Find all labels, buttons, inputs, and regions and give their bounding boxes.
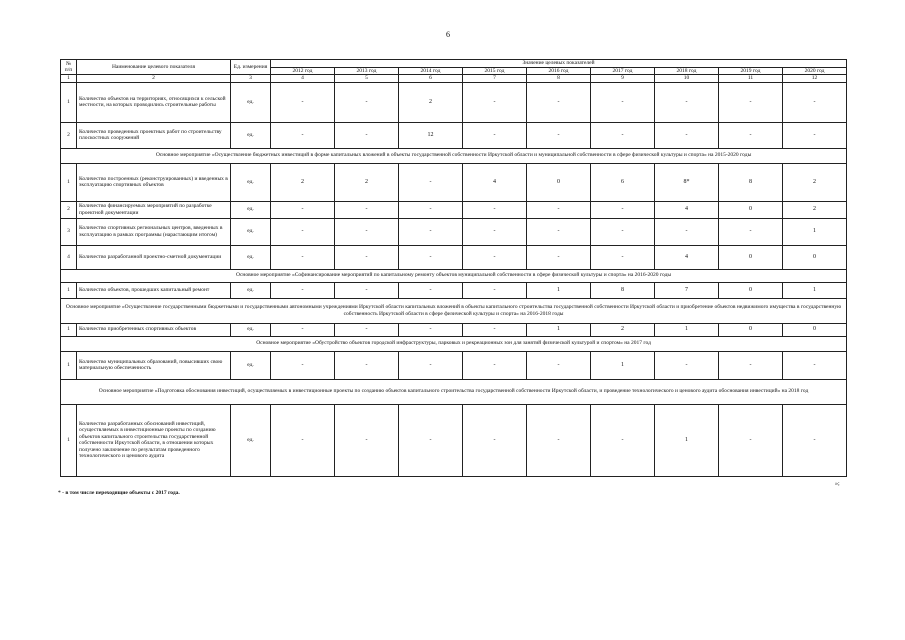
- indicator-value: 12: [399, 122, 463, 148]
- table-row: [61, 201, 847, 218]
- indicator-value: 1: [527, 282, 591, 298]
- indicator-value: 2: [783, 163, 847, 201]
- indicator-value: -: [335, 351, 399, 379]
- indicator-value: -: [783, 351, 847, 379]
- indicator-value: -: [463, 201, 527, 218]
- indicator-value: -: [527, 201, 591, 218]
- section-title: Основное мероприятие «Софинансирование мероприятий по капитальному ремонту объектов муниципальной собственности в сфере физической культуры и спорта» на 2016-2020 годы: [61, 269, 847, 282]
- section-row: [61, 148, 847, 163]
- table-row: [61, 404, 847, 476]
- header-column-number: 3: [231, 75, 271, 83]
- indicator-value: -: [399, 201, 463, 218]
- indicator-value: -: [591, 218, 655, 245]
- header-year: 2018 год: [655, 67, 719, 75]
- indicator-value: -: [399, 323, 463, 336]
- indicator-value: -: [271, 323, 335, 336]
- indicator-value: -: [399, 218, 463, 245]
- indicator-value: -: [271, 404, 335, 476]
- indicator-unit: ед.: [231, 82, 271, 122]
- indicator-value: -: [399, 282, 463, 298]
- indicator-value: -: [335, 201, 399, 218]
- indicator-value: 1: [655, 404, 719, 476]
- table-row: [61, 218, 847, 245]
- header-unit: Ед. измерения: [231, 60, 271, 75]
- indicator-value: -: [591, 245, 655, 269]
- indicator-unit: ед.: [231, 282, 271, 298]
- header-values-group: Значение целевых показателей: [271, 60, 847, 68]
- indicator-unit: ед.: [231, 404, 271, 476]
- header-name: Наименование целевого показателя: [77, 60, 231, 75]
- indicator-value: -: [719, 122, 783, 148]
- table-row: [61, 163, 847, 201]
- indicator-value: -: [271, 122, 335, 148]
- trailing-mark: »;: [835, 481, 840, 487]
- row-number: 1: [61, 323, 77, 336]
- indicator-value: -: [463, 404, 527, 476]
- header-year: 2015 год: [463, 67, 527, 75]
- row-number: 1: [61, 404, 77, 476]
- indicator-value: 2: [335, 163, 399, 201]
- header-year: 2013 год: [335, 67, 399, 75]
- indicator-value: -: [399, 245, 463, 269]
- indicator-value: 1: [591, 351, 655, 379]
- header-year: 2014 год: [399, 67, 463, 75]
- section-title: Основное мероприятие «Обустройство объектов городской инфраструктуры, парковых и рекреационных зон для занятий физической культурой и спортом» на 2017 год: [61, 336, 847, 351]
- indicator-name: Количество объектов, прошедших капитальный ремонт: [77, 282, 231, 298]
- indicator-value: -: [591, 122, 655, 148]
- indicator-name: Количество построенных (реконструированных) и введенных в эксплуатацию спортивных объектов: [77, 163, 231, 201]
- header-column-number: 6: [399, 75, 463, 83]
- header-year: 2019 год: [719, 67, 783, 75]
- indicator-value: -: [335, 282, 399, 298]
- header-column-number: 2: [77, 75, 231, 83]
- indicator-value: -: [463, 82, 527, 122]
- indicator-unit: ед.: [231, 122, 271, 148]
- header-column-number: 11: [719, 75, 783, 83]
- section-title: Основное мероприятие «Подготовка обоснования инвестиций, осуществляемых в инвестиционные проекты по созданию объектов капитального строительства государственной собственности Иркутской области, и проведение технологического и ценового аудита обоснования инвестиций» на 2018 год: [61, 379, 847, 404]
- indicator-value: 4: [655, 201, 719, 218]
- indicator-value: 1: [783, 282, 847, 298]
- header-year: 2020 год: [783, 67, 847, 75]
- header-column-number: 5: [335, 75, 399, 83]
- indicator-value: -: [271, 282, 335, 298]
- page-number: 6: [446, 30, 450, 39]
- indicator-value: -: [335, 122, 399, 148]
- row-number: 2: [61, 201, 77, 218]
- indicator-value: -: [527, 351, 591, 379]
- indicator-value: 4: [655, 245, 719, 269]
- header-column-number: 10: [655, 75, 719, 83]
- indicator-value: -: [271, 201, 335, 218]
- indicator-value: -: [783, 122, 847, 148]
- section-row: [61, 269, 847, 282]
- table-row: [61, 351, 847, 379]
- indicator-value: -: [463, 282, 527, 298]
- indicator-value: -: [719, 351, 783, 379]
- indicator-value: -: [655, 218, 719, 245]
- indicator-value: -: [463, 218, 527, 245]
- table-row: [61, 323, 847, 336]
- header-column-number: 1: [61, 75, 77, 83]
- indicator-value: 8: [719, 163, 783, 201]
- footnote: * - в том числе переходящие объекты с 2017 года.: [58, 490, 180, 496]
- indicator-value: -: [527, 122, 591, 148]
- header-column-number: 7: [463, 75, 527, 83]
- header-column-number: 9: [591, 75, 655, 83]
- section-row: [61, 336, 847, 351]
- indicator-value: -: [399, 404, 463, 476]
- indicator-value: -: [591, 82, 655, 122]
- indicator-value: -: [527, 218, 591, 245]
- indicator-value: -: [463, 245, 527, 269]
- table-row: [61, 82, 847, 122]
- row-number: 1: [61, 163, 77, 201]
- indicator-value: -: [335, 218, 399, 245]
- indicator-value: -: [655, 82, 719, 122]
- indicator-name: Количество проведенных проектных работ по строительству плоскостных сооружений: [77, 122, 231, 148]
- indicator-value: -: [271, 245, 335, 269]
- indicator-value: -: [527, 404, 591, 476]
- header-column-number: 4: [271, 75, 335, 83]
- table-body: [61, 82, 847, 476]
- indicator-value: -: [655, 351, 719, 379]
- indicator-value: 1: [655, 323, 719, 336]
- indicator-name: Количество финансируемых мероприятий по разработке проектной документации: [77, 201, 231, 218]
- section-row: [61, 379, 847, 404]
- table-row: [61, 122, 847, 148]
- row-number: 1: [61, 82, 77, 122]
- indicator-value: 8: [591, 282, 655, 298]
- indicator-value: 0: [719, 245, 783, 269]
- indicator-unit: ед.: [231, 245, 271, 269]
- header-num: № п/п: [61, 60, 77, 75]
- indicator-value: 4: [463, 163, 527, 201]
- indicator-value: -: [655, 122, 719, 148]
- indicator-unit: ед.: [231, 323, 271, 336]
- row-number: 2: [61, 122, 77, 148]
- indicator-value: 2: [271, 163, 335, 201]
- indicator-name: Количество разработанной проектно-сметной документации: [77, 245, 231, 269]
- indicator-value: -: [271, 351, 335, 379]
- indicator-value: 0: [783, 245, 847, 269]
- indicator-value: -: [463, 323, 527, 336]
- indicator-name: Количество объектов на территориях, относящихся к сельской местности, на которых проводились строительные работы: [77, 82, 231, 122]
- row-number: 3: [61, 218, 77, 245]
- indicator-value: -: [463, 351, 527, 379]
- header-year: 2012 год: [271, 67, 335, 75]
- indicator-name: Количество разработанных обоснований инвестиций, осуществляемых в инвестиционные проекты по созданию объектов капитального строительства государственной собственности Иркутской области, в отношении которых получено заключение по результатам проведенного технологического и ценового аудита: [77, 404, 231, 476]
- indicator-name: Количество спортивных региональных центров, введенных в эксплуатацию в рамках программы (нарастающим итогом): [77, 218, 231, 245]
- table-row: [61, 282, 847, 298]
- indicator-value: -: [591, 201, 655, 218]
- indicator-value: -: [399, 351, 463, 379]
- indicator-value: -: [399, 163, 463, 201]
- header-year: 2016 год: [527, 67, 591, 75]
- indicator-value: 2: [783, 201, 847, 218]
- indicator-value: 2: [399, 82, 463, 122]
- indicator-value: 6: [591, 163, 655, 201]
- indicator-value: -: [335, 323, 399, 336]
- header-column-numbers-row: [61, 75, 847, 83]
- indicator-value: -: [271, 218, 335, 245]
- indicator-value: -: [527, 82, 591, 122]
- indicator-unit: ед.: [231, 163, 271, 201]
- indicator-value: 2: [591, 323, 655, 336]
- indicator-value: -: [463, 122, 527, 148]
- section-row: [61, 298, 847, 323]
- indicator-value: -: [335, 245, 399, 269]
- indicator-unit: ед.: [231, 351, 271, 379]
- section-title: Основное мероприятие «Осуществление бюджетных инвестиций в форме капитальных вложений в объекты государственной собственности Иркутской области и муниципальной собственности в сфере физической культуры и спорта» на 2015-2020 годы: [61, 148, 847, 163]
- indicator-value: -: [783, 82, 847, 122]
- indicator-value: 0: [719, 282, 783, 298]
- row-number: 1: [61, 351, 77, 379]
- indicator-value: 1: [783, 218, 847, 245]
- indicator-value: 8*: [655, 163, 719, 201]
- indicator-value: -: [719, 218, 783, 245]
- indicator-value: -: [719, 404, 783, 476]
- indicator-value: 0: [783, 323, 847, 336]
- indicator-value: -: [335, 82, 399, 122]
- table-row: [61, 245, 847, 269]
- indicator-unit: ед.: [231, 218, 271, 245]
- section-title: Основное мероприятие «Осуществление государственными бюджетными и государственными автономными учреждениями Иркутской области капитальных вложений в объекты капитального строительства государственной собственности Иркутской области и приобретение объектов недвижимого имущества в государственную собственность Иркутской области в сфере физической культуры и спорта» на 2016-2018 годы: [61, 298, 847, 323]
- indicator-value: 7: [655, 282, 719, 298]
- indicator-value: -: [527, 245, 591, 269]
- indicator-value: -: [271, 82, 335, 122]
- indicator-value: -: [335, 404, 399, 476]
- indicator-name: Количество муниципальных образований, повысивших свою материальную обеспеченность: [77, 351, 231, 379]
- indicator-value: -: [783, 404, 847, 476]
- row-number: 1: [61, 282, 77, 298]
- indicator-value: 0: [527, 163, 591, 201]
- indicator-value: 0: [719, 201, 783, 218]
- header-year: 2017 год: [591, 67, 655, 75]
- header-column-number: 8: [527, 75, 591, 83]
- indicator-value: -: [591, 404, 655, 476]
- header-column-number: 12: [783, 75, 847, 83]
- indicator-name: Количество приобретенных спортивных объектов: [77, 323, 231, 336]
- indicator-unit: ед.: [231, 201, 271, 218]
- indicator-value: 1: [527, 323, 591, 336]
- row-number: 4: [61, 245, 77, 269]
- target-indicators-table: [60, 59, 847, 477]
- indicator-value: -: [719, 82, 783, 122]
- indicator-value: 0: [719, 323, 783, 336]
